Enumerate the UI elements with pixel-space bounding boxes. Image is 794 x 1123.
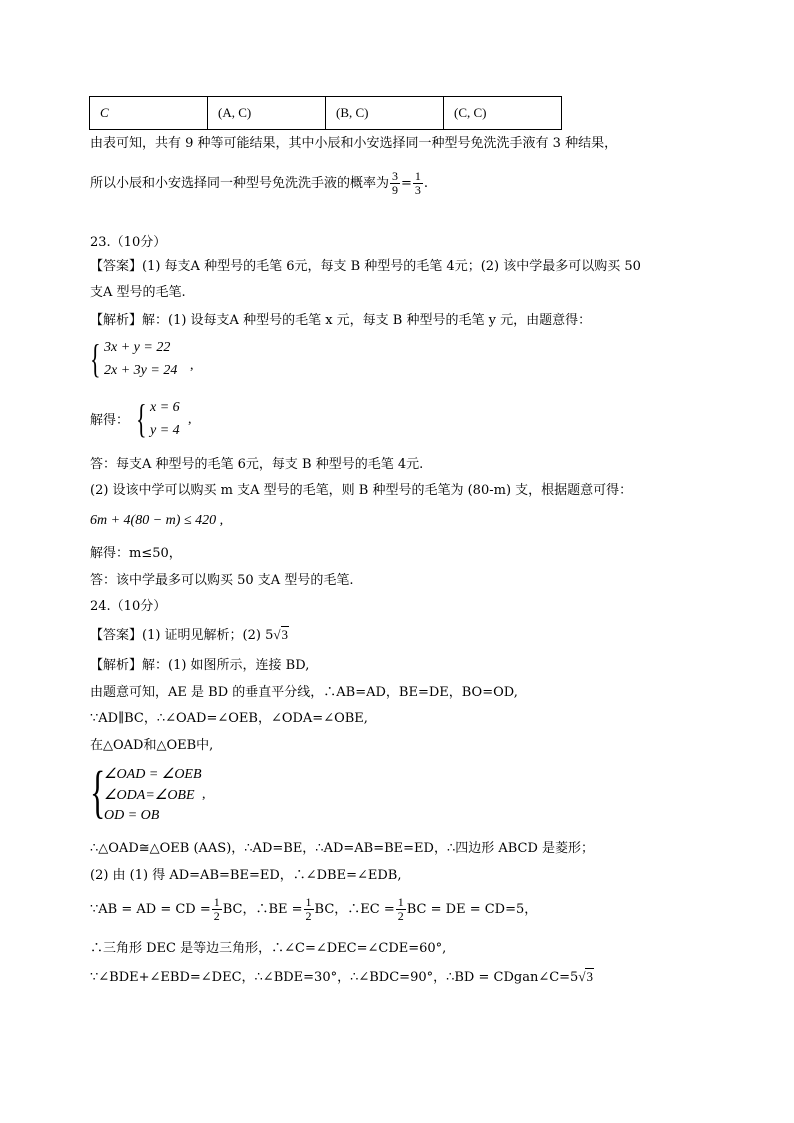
equation: ∠OAD = ∠OEB <box>104 767 202 782</box>
sqrt: √3 <box>578 969 593 984</box>
equation: 3x + y = 22 <box>104 340 171 355</box>
fraction: $\frac{1}{2}$ <box>213 895 220 923</box>
fraction: $\frac{3}{9}$ <box>392 169 399 197</box>
q23-part2: (2) 设该中学可以购买 m 支A 型号的毛笔，则 B 种型号的毛笔为 (80-m) 支，根据题意可得： <box>90 483 633 498</box>
equation: OD = OB <box>104 808 160 823</box>
solve-label: 解得： <box>90 413 130 428</box>
paragraph: 由表可知，共有 9 种等可能结果，其中小辰和小安选择同一种型号免洗洗手液有 3 种结果， <box>90 136 618 151</box>
q23-answer-2: 答：该中学最多可以购买 50 支A 型号的毛笔. <box>90 573 354 588</box>
equation: x = 6 <box>150 400 180 415</box>
probability-line: 所以小辰和小安选择同一种型号免洗洗手液的概率为 $\frac{3}{9}$ = $\frac{1}{3}$ . <box>90 169 429 197</box>
q24-line: 在△OAD和△OEB中, <box>90 738 214 753</box>
q24-title: 24.（10分） <box>90 599 167 614</box>
q24-line: ∴△OAD≅△OEB (AAS)，∴AD=BE，∴AD=AB=BE=ED，∴四边形 ABCD 是菱形； <box>90 841 595 856</box>
sqrt: √3 <box>273 627 289 642</box>
q24-line: ∵AD∥BC，∴∠OAD=∠OEB，∠ODA=∠OBE, <box>90 711 368 726</box>
equation-system: { 3x + y = 22 2x + 3y = 24 , <box>90 336 194 381</box>
q23-title: 23.（10分） <box>90 235 167 250</box>
q24-answer: 【答案】(1) 证明见解析；(2) 5√3 <box>90 627 289 643</box>
fraction: $\frac{1}{2}$ <box>397 895 404 923</box>
equation: 2x + 3y = 24 <box>104 363 178 378</box>
q24-line-fractions: ∵AB = AD = CD = $\frac{1}{2}$ BC，∴BE = $\frac{1}{2}$ BC，∴EC = $\frac{1}{2}$ BC = DE = CD=5， <box>90 895 538 923</box>
congruence-system: { ∠OAD = ∠OEB ∠ODA=∠OBE OD = OB , <box>90 759 206 824</box>
table-cell: (C, C) <box>444 97 562 130</box>
q23-answer-1: 答：每支A 种型号的毛笔 6元，每支 B 种型号的毛笔 4元. <box>90 457 424 472</box>
q24-line: 由题意可知，AE 是 BD 的垂直平分线，∴AB=AD，BE=DE，BO=OD, <box>90 685 518 700</box>
fraction: $\frac{1}{3}$ <box>414 169 421 197</box>
q23-analysis: 【解析】解：(1) 设每支A 种型号的毛笔 x 元，每支 B 种型号的毛笔 y 元，由题意得： <box>90 313 592 328</box>
table-row <box>90 97 562 130</box>
q23-solve2: 解得：m≤50， <box>90 546 182 561</box>
q24-line: (2) 由 (1) 得 AD=AB=BE=ED，∴∠DBE=∠EDB, <box>90 868 402 883</box>
q23-answer-line2: 支A 型号的毛笔. <box>90 285 186 300</box>
q23-answer-line1: 【答案】(1) 每支A 种型号的毛笔 6元，每支 B 种型号的毛笔 4元；(2) 该中学最多可以购买 50 <box>90 259 641 274</box>
q24-line: ∴三角形 DEC 是等边三角形，∴∠C=∠DEC=∠CDE=60°, <box>90 941 447 956</box>
solution-system: { x = 6 y = 4 , <box>136 396 192 441</box>
table-cell: C <box>90 97 208 130</box>
outcome-table <box>89 96 562 130</box>
equation: y = 4 <box>150 423 180 438</box>
equation: ∠ODA=∠OBE <box>104 788 195 803</box>
q24-line: 【解析】解：(1) 如图所示，连接 BD, <box>90 658 310 673</box>
inequality: 6m + 4(80 − m) ≤ 420 , <box>90 513 224 528</box>
q24-line-final: ∵∠BDE+∠EBD=∠DEC，∴∠BDE=30°，∴∠BDC=90°，∴BD = CDgan∠C=5√3 <box>90 969 593 985</box>
table-cell: (A, C) <box>208 97 326 130</box>
fraction: $\frac{1}{2}$ <box>305 895 312 923</box>
table-cell: (B, C) <box>326 97 444 130</box>
